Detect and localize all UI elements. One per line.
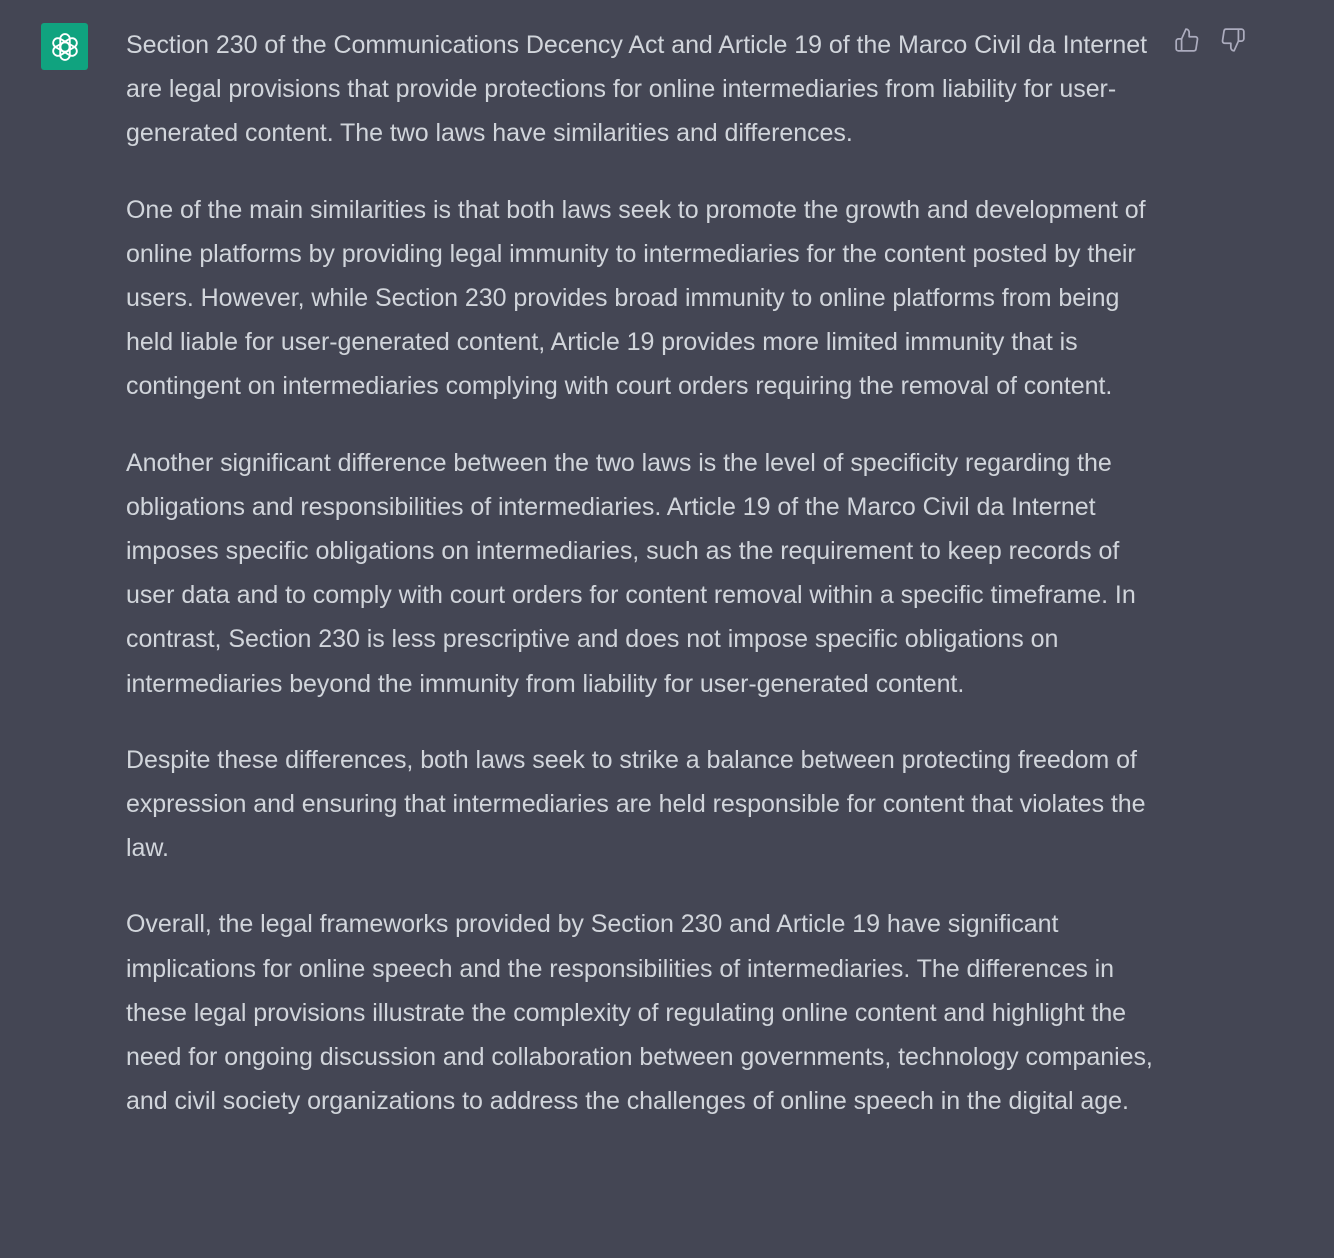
- feedback-controls: [1174, 26, 1246, 54]
- thumbs-down-icon: [1220, 27, 1246, 53]
- assistant-avatar: [41, 23, 88, 70]
- thumbs-down-button[interactable]: [1220, 26, 1246, 54]
- message-paragraph: Despite these differences, both laws seek to strike a balance between protecting freedom of expression and ensuring that intermediaries are held responsible for content that violates the law.: [126, 745, 1146, 863]
- thumbs-up-button[interactable]: [1174, 26, 1200, 54]
- message-paragraph: One of the main similarities is that both laws seek to promote the growth and development of online platforms by providing legal immunity to intermediaries for the content posted by their users. However, while Section 230 provides broad immunity to online platforms from being held liable for user-generated content, Article 19 provides more limited immunity that is contingent on intermediaries complying with court orders requiring the removal of content.: [126, 195, 1146, 401]
- thumbs-up-icon: [1174, 27, 1200, 53]
- message-paragraph: Overall, the legal frameworks provided by Section 230 and Article 19 have significant implications for online speech and the responsibilities of intermediaries. The differences in these legal provisions illustrate the complexity of regulating online content and highlight the need for ongoing discussion and collaboration between governments, technology companies, and civil society organizations to address the challenges of online speech in the digital age.: [126, 910, 1153, 1116]
- assistant-message-body: [126, 23, 1166, 1155]
- message-paragraph: Section 230 of the Communications Decency Act and Article 19 of the Marco Civil da Internet are legal provisions that provide protections for online intermediaries from liability for user-generated content. The two laws have similarities and differences.: [126, 31, 1147, 148]
- openai-logo-icon: [48, 30, 82, 64]
- message-paragraph: Another significant difference between the two laws is the level of specificity regarding the obligations and responsibilities of intermediaries. Article 19 of the Marco Civil da Internet imposes specific obligations on intermediaries, such as the requirement to keep records of user data and to comply with court orders for content removal within a specific timeframe. In contrast, Section 230 is less prescriptive and does not impose specific obligations on intermediaries beyond the immunity from liability for user-generated content.: [126, 448, 1136, 698]
